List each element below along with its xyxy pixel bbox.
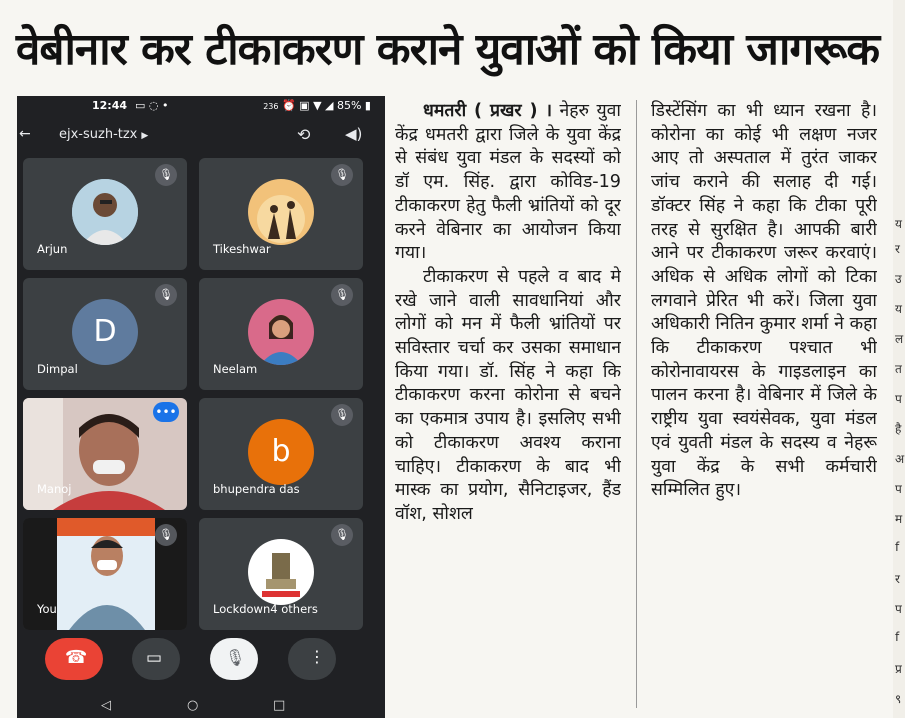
camera-toggle-button[interactable] (132, 638, 180, 680)
participant-name: Lockdown4 others (213, 602, 318, 616)
switch-camera-icon[interactable]: ⟲ (297, 125, 311, 144)
avatar-dimpal: D (72, 299, 138, 365)
mic-off-icon: 🎙 (225, 648, 246, 667)
column-divider (636, 100, 637, 708)
video-call-screenshot (17, 96, 385, 718)
avatar-arjun (72, 179, 138, 245)
participant-name: Dimpal (37, 362, 78, 376)
android-nav-bar (17, 696, 385, 718)
participant-name: bhupendra das (213, 482, 300, 496)
adjacent-article-edge: य र उ य ल त प है अ प म f र प f प्र ९ (893, 0, 905, 718)
mic-toggle-button[interactable] (210, 638, 258, 680)
participant-name: Arjun (37, 242, 68, 256)
article-para-2: टीकाकरण से पहले व बाद मे रखे जाने वाली सावधानियां और लोगों को मन में फैली भ्रांतियों पर सविस्तार चर्चा कर उसका समाधान किया गया। डॉ. सिंह ने कहा कि टीकाकरण करना कोरोना से बचने का एकमात्र उपाय है। इसलिए सभी को टीकाकरण अवश्य कराना चाहिए। टीकाकरण के बाद भी मास्क का प्रयोग, सैनिटाइजर, हैंड वॉश, सोशल (395, 266, 621, 524)
video-camera-icon: ▭ (146, 648, 163, 668)
end-call-button[interactable] (45, 638, 103, 680)
article-para-3: डिस्टेंसिंग का भी ध्यान रखना है। कोरोना का कोई भी लक्षण नजर आए तो अस्पताल में तुरंत जाकर जांच कराने की सलाह दी गई। डॉक्टर सिंह ने कहा कि टीका पूरी तरह से सुरक्षित है। आपकी बारी आने पर टीकाकरण जरूर करवाएं। अधिक से अधिक लोगों को टिका लगवाने प्रेरित भी करें। जिला युवा अधिकारी नितिन कुमार शर्मा ने कहा कि टीकाकरण पश्चात भी कोरोनावायरस के गाइडलाइन का पालन करना है। वेबिनार में जिले के राष्ट्रीय युवा स्वयंसेवक, युवा मंडल एवं युवती मंडल के सदस्य व नेहरू युवा केंद्र के सभी कर्मचारी सम्मिलित हुए। (651, 101, 877, 501)
meeting-top-bar (17, 122, 385, 152)
avatar-neelam (248, 299, 314, 365)
participant-tile-lockdown[interactable] (199, 518, 363, 630)
mic-off-icon: 🎙 (155, 524, 177, 546)
nav-home-icon[interactable]: ○ (187, 698, 199, 713)
phone-hangup-icon: ☎ (65, 647, 88, 668)
avatar-tikeshwar (248, 179, 314, 245)
participant-tile-tikeshwar[interactable] (199, 158, 363, 270)
nav-back-icon[interactable]: ◁ (101, 698, 111, 713)
speaking-indicator-icon: ••• (153, 402, 179, 422)
speaker-icon[interactable]: ◀) (345, 125, 363, 143)
mic-off-icon: 🎙 (331, 404, 353, 426)
back-arrow-icon[interactable]: ← (19, 126, 31, 142)
participant-name: You (37, 602, 57, 616)
mic-off-icon: 🎙 (331, 284, 353, 306)
article-column-1 (395, 100, 621, 712)
participant-tile-manoj[interactable] (23, 398, 187, 510)
system-icons: 236 ⏰ ▣ ▼ ◢ 85% ▮ (263, 99, 371, 112)
article-column-2 (651, 100, 877, 712)
nav-recents-icon[interactable]: □ (273, 698, 286, 713)
participant-tile-dimpal[interactable] (23, 278, 187, 390)
article-para-1: धमतरी ( प्रखर ) । नेहरु युवा केंद्र धमतरी द्वारा जिले के युवा केंद्र से संबंध युवा मंडल के सदस्यों को डॉ एम. सिंह. द्वारा कोविड-19 टीकाकरण हेतु फैली भ्रांतियों को दूर करने वेबिनार का आयोजन किया गया। (395, 101, 621, 264)
mic-off-icon: 🎙 (155, 284, 177, 306)
participant-tile-bhupendra[interactable] (199, 398, 363, 510)
meeting-code[interactable]: ejx-suzh-tzx ▶ (59, 127, 149, 142)
mic-off-icon: 🎙 (331, 164, 353, 186)
dateline: धमतरी ( प्रखर ) । (423, 101, 553, 121)
participant-tile-you[interactable] (23, 518, 187, 630)
more-vert-icon: ⋮ (309, 647, 325, 666)
more-options-button[interactable] (288, 638, 336, 680)
mic-off-icon: 🎙 (331, 524, 353, 546)
network-speed: 236 (263, 102, 279, 111)
headline: वेबीनार कर टीकाकरण कराने युवाओं को किया जागरूक (15, 24, 880, 75)
participant-tile-arjun[interactable] (23, 158, 187, 270)
participant-tile-neelam[interactable] (199, 278, 363, 390)
battery-level: 85% (336, 99, 362, 112)
participant-name: Tikeshwar (213, 242, 271, 256)
others-count: 4 others (270, 602, 318, 616)
avatar-bhupendra: b (248, 419, 314, 485)
avatar-lockdown (248, 539, 314, 605)
status-bar (17, 96, 385, 118)
notification-icons: ▭ ◌ • (135, 99, 169, 112)
mic-off-icon: 🎙 (155, 164, 177, 186)
participant-name: Neelam (213, 362, 258, 376)
participant-name: Manoj (37, 482, 72, 496)
status-time: 12:44 (92, 99, 128, 112)
